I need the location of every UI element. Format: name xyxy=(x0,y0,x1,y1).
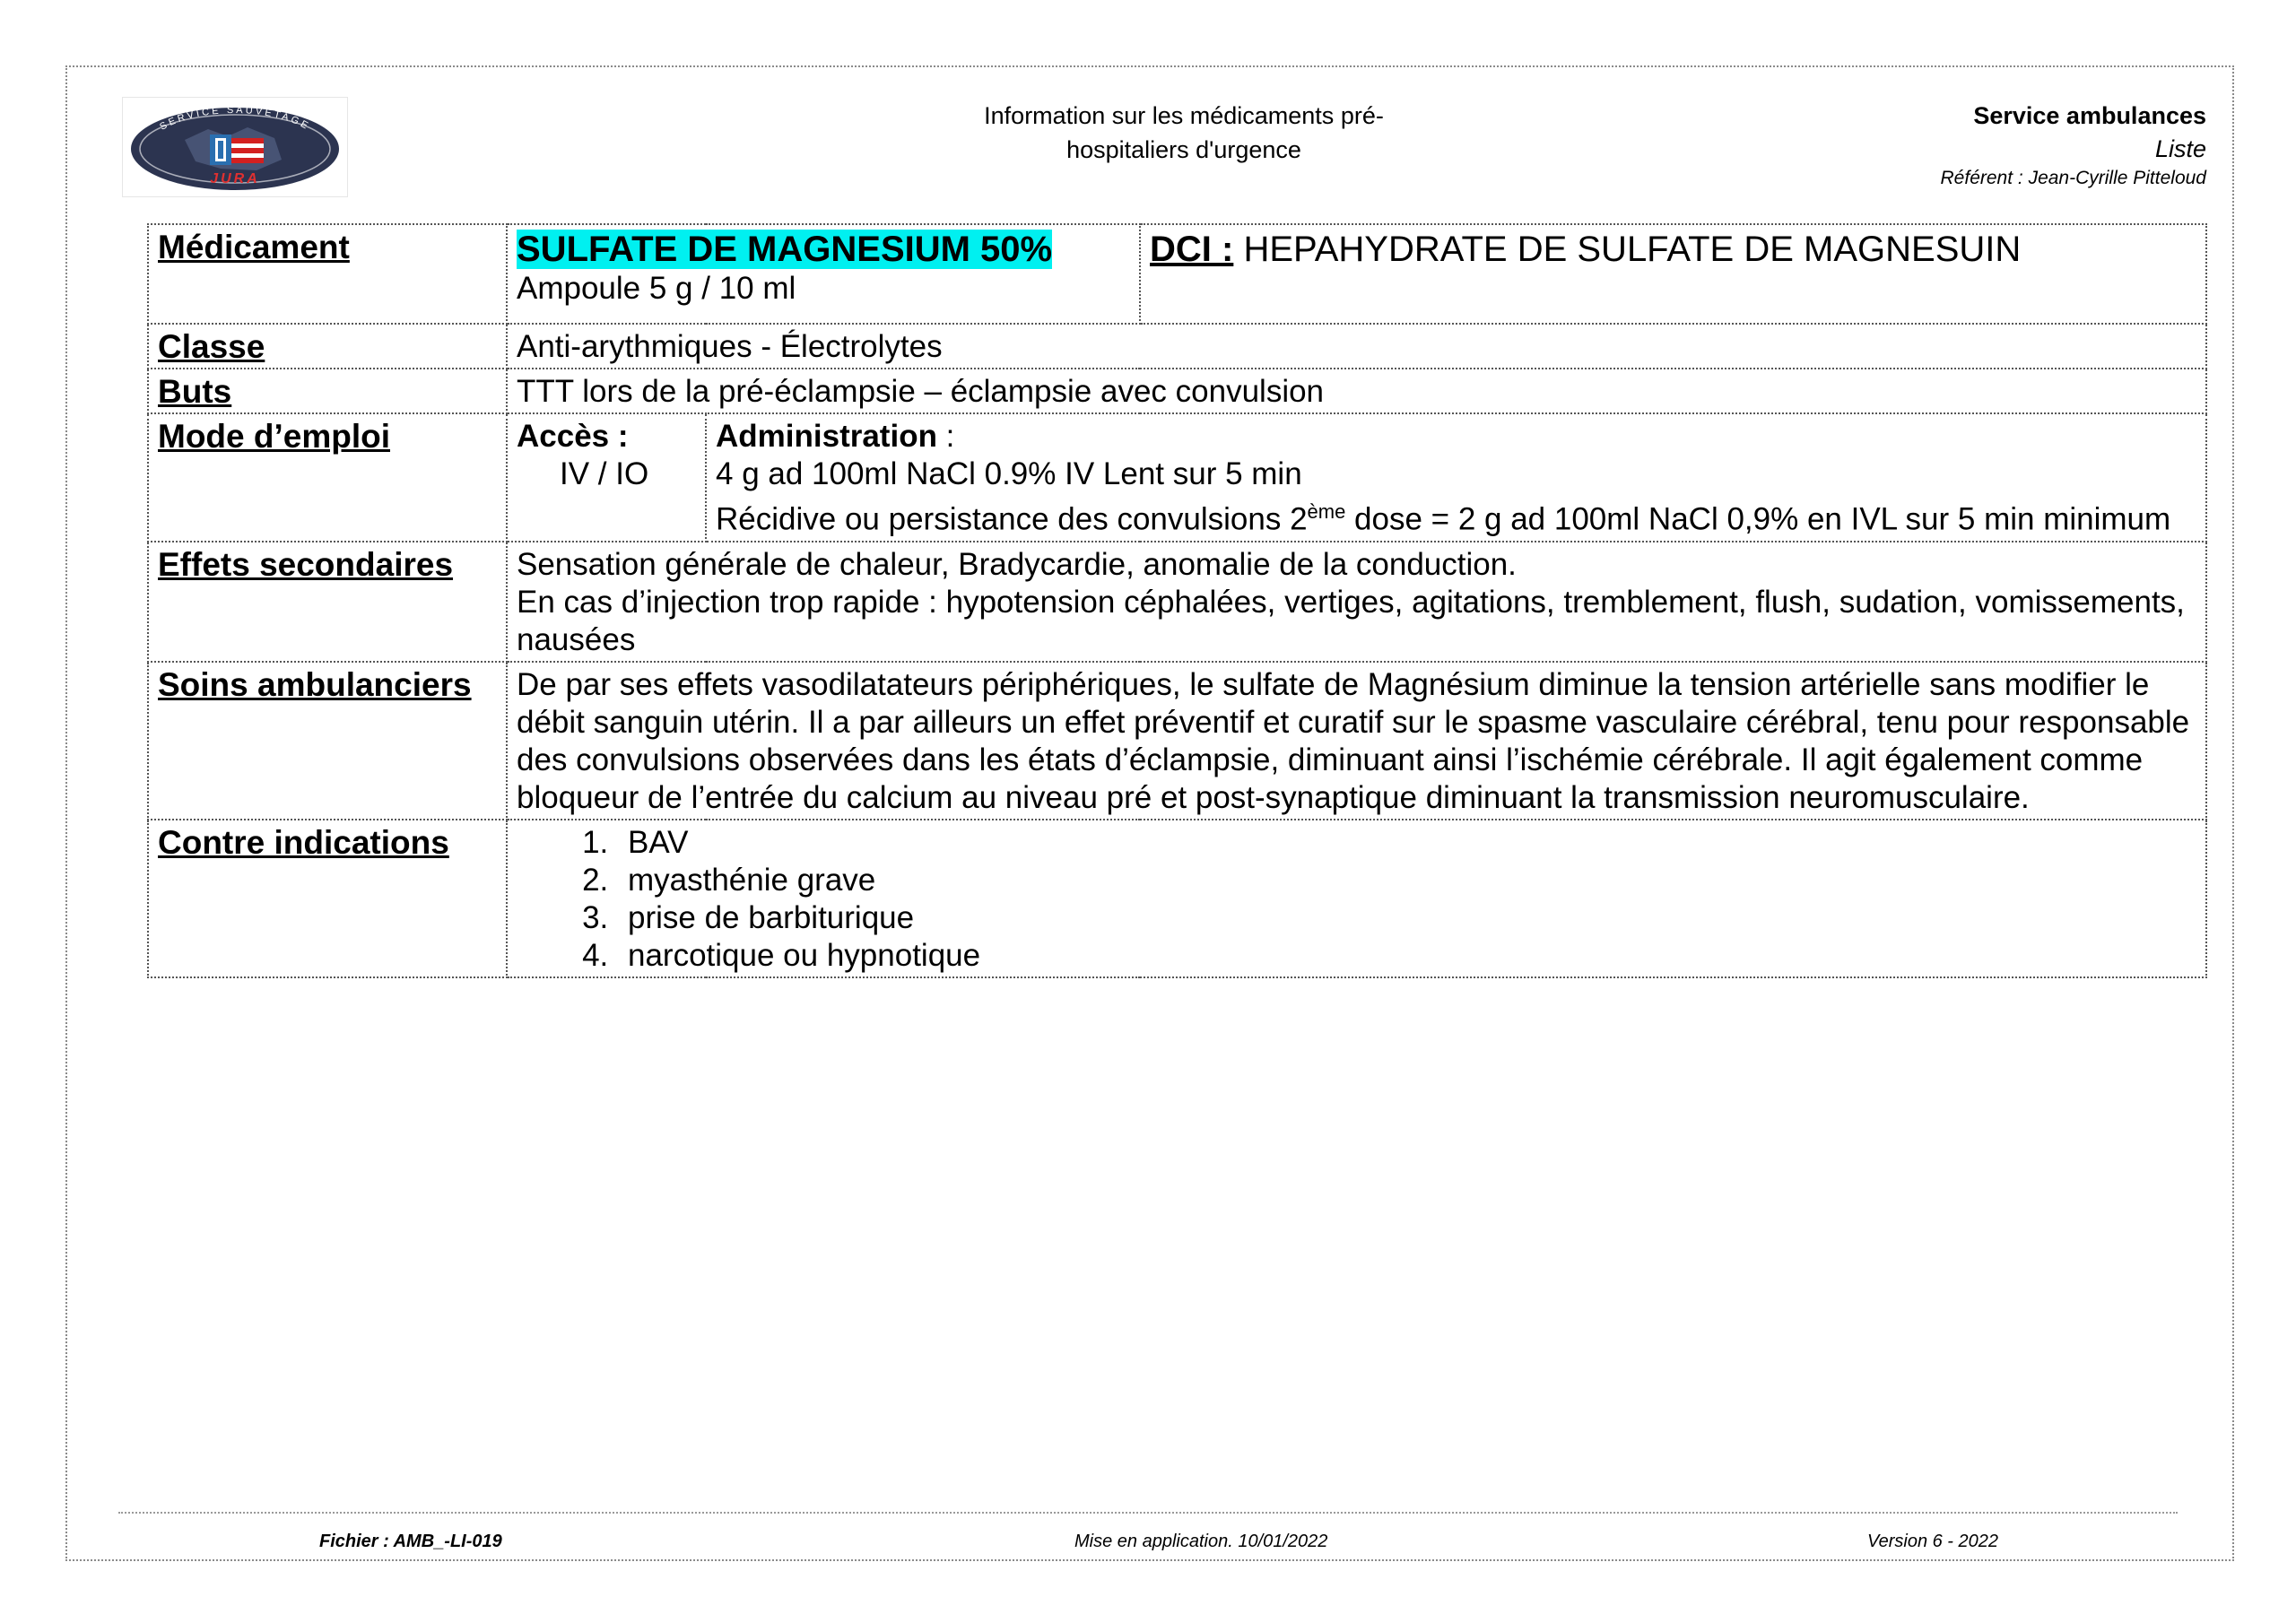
administration-cell xyxy=(706,413,2206,542)
row-mode xyxy=(148,413,2206,542)
list-item: 1. BAV xyxy=(617,824,2196,862)
acces-value: IV / IO xyxy=(560,456,649,491)
admin-colon: : xyxy=(936,419,955,454)
effets-line-2: En cas d’injection trop rapide : hypotension céphalées, vertiges, agitations, tremblement, flush, sudation, vomissements, nausées xyxy=(517,584,2185,657)
service-block xyxy=(1668,99,2206,192)
soins-cell xyxy=(507,662,2206,820)
classe-value: Anti-arythmiques - Électrolytes xyxy=(507,324,2206,369)
footer-file: Fichier : AMB_-LI-019 xyxy=(319,1532,502,1551)
admin-line-2 xyxy=(716,493,2196,539)
row-contre xyxy=(148,820,2206,977)
row-medicament xyxy=(148,224,2206,324)
list-item: 2. myasthénie grave xyxy=(617,862,2196,899)
label-buts: Buts xyxy=(148,369,507,413)
label-classe: Classe xyxy=(148,324,507,369)
effets-line-1: Sensation générale de chaleur, Bradycardie, anomalie de la conduction. xyxy=(517,546,1517,582)
document-type: Liste xyxy=(2154,135,2206,162)
service-logo xyxy=(122,97,348,197)
row-soins xyxy=(148,662,2206,820)
admin-line-1: 4 g ad 100ml NaCl 0.9% IV Lent sur 5 min xyxy=(716,456,1302,491)
contraindication-list xyxy=(517,824,2196,975)
document-title xyxy=(933,99,1435,167)
admin-superscript: ème xyxy=(1307,500,1346,523)
soins-paragraph-1: De par ses effets vasodilatateurs périphériques, le sulfate de Magnésium diminue la tension artérielle sans modifier le débit sanguin utérin. Il a par ailleurs un effet préventif et curatif sur le spasme vasculaire cérébral, tenu pour responsable des convulsions observées dans les états d’éclampsie, diminuant ainsi l’ischémie cérébrale. Il agit également comme xyxy=(517,666,2190,777)
title-line-1: Information sur les médicaments pré- xyxy=(984,102,1384,129)
row-buts xyxy=(148,369,2206,413)
row-effets xyxy=(148,542,2206,662)
contre-cell xyxy=(507,820,2206,977)
row-classe xyxy=(148,324,2206,369)
acces-cell xyxy=(507,413,706,542)
label-effets: Effets secondaires xyxy=(148,542,507,662)
referent: Référent : Jean-Cyrille Pitteloud xyxy=(1940,168,2206,188)
effets-cell xyxy=(507,542,2206,662)
label-mode: Mode d’emploi xyxy=(148,413,507,542)
admin-line-2-start: Récidive ou persistance des convulsions 2 xyxy=(716,501,1308,537)
list-item: 3. prise de barbiturique xyxy=(617,899,2196,937)
footer-divider xyxy=(118,1512,2178,1514)
dci-cell xyxy=(1140,224,2206,324)
dci-label: DCI : xyxy=(1150,230,1234,269)
medication-table xyxy=(147,223,2207,978)
title-line-2: hospitaliers d'urgence xyxy=(1066,136,1301,163)
drug-name: SULFATE DE MAGNESIUM 50% xyxy=(517,230,1053,269)
medicament-cell xyxy=(507,224,1140,324)
admin-line-2-end: dose = 2 g ad 100ml NaCl 0,9% en IVL sur 5 min minimum xyxy=(1345,501,2171,537)
label-medicament: Médicament xyxy=(148,224,507,324)
footer-version: Version 6 - 2022 xyxy=(1867,1532,1999,1551)
dci-value: HEPAHYDRATE DE SULFATE DE MAGNESUIN xyxy=(1233,230,2022,269)
service-name: Service ambulances xyxy=(1973,102,2206,129)
logo-top-text: SERVICE SAUVETAGE xyxy=(158,104,312,133)
label-contre: Contre indications xyxy=(148,820,507,977)
drug-form: Ampoule 5 g / 10 ml xyxy=(517,271,796,306)
footer-date: Mise en application. 10/01/2022 xyxy=(1074,1532,1328,1551)
acces-label: Accès : xyxy=(517,419,629,454)
buts-value: TTT lors de la pré-éclampsie – éclampsie avec convulsion xyxy=(507,369,2206,413)
logo-bottom-text: JURA xyxy=(210,171,260,187)
soins-paragraph-2: bloqueur de l’entrée du calcium au niveau pré et post-synaptique diminuant la transmission neuromusculaire. xyxy=(517,779,2030,815)
label-soins: Soins ambulanciers xyxy=(148,662,507,820)
list-item: 4. narcotique ou hypnotique xyxy=(617,937,2196,975)
admin-label: Administration xyxy=(716,419,937,454)
